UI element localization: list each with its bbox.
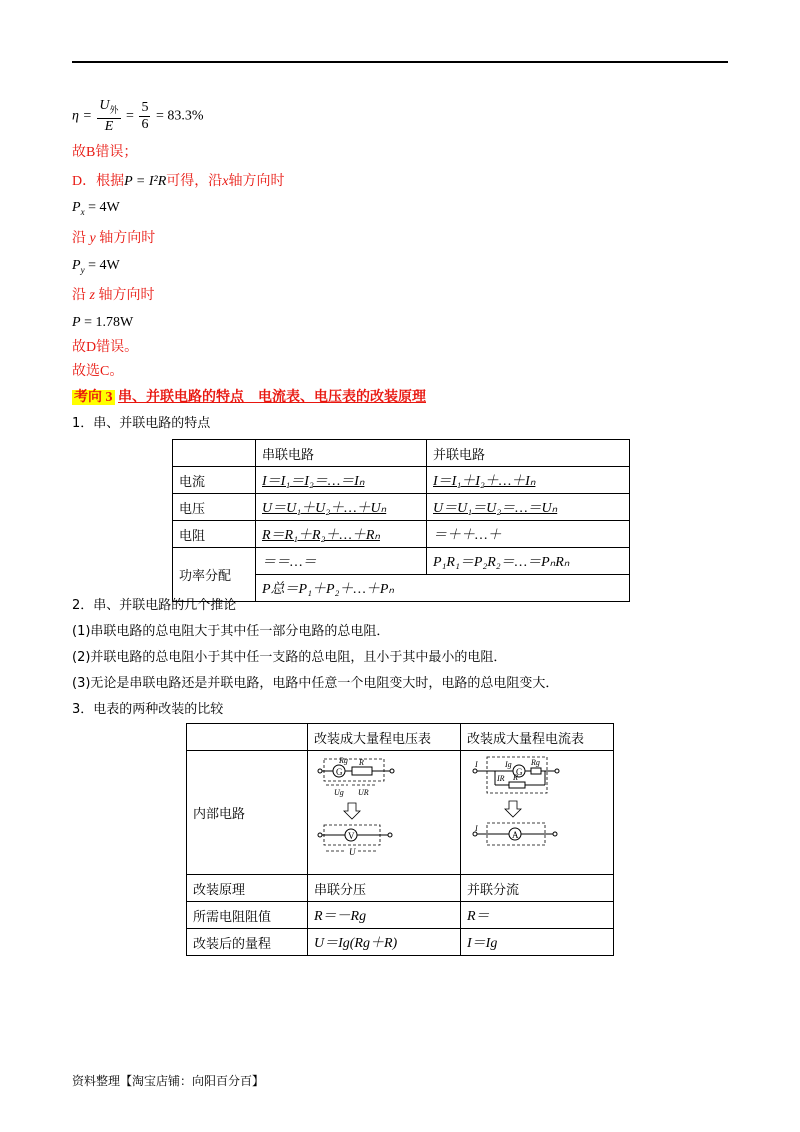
choose-text: 故选C。 (72, 364, 124, 379)
svg-text:U: U (349, 847, 356, 857)
section-tag: 考向 3 (74, 390, 113, 405)
py-value: $P_y = 4W$ (72, 258, 120, 275)
series-parallel-table (172, 439, 630, 602)
svg-text:I: I (475, 824, 478, 833)
svg-text:UR: UR (358, 788, 369, 797)
d-wrong-text: 故D错误。 (72, 340, 139, 355)
table1-cell: U＝U₁＋U₂＋…＋Uₙ (256, 494, 427, 521)
table2-row-label: 改装原理 (187, 875, 308, 902)
y-axis-text: 沿 y 轴方向时 (72, 231, 156, 246)
ammeter-label: A (512, 830, 519, 840)
efficiency-formula: η = $\frac{U_外}{E}$ = $\frac{5}{6}$ = 83.3% (72, 98, 204, 134)
table1-cell: I＝I₁＋I₂＋…＋Iₙ (427, 467, 630, 494)
table2-cell: 串联分压 (308, 875, 461, 902)
table1-row-label: 功率分配 (173, 548, 256, 602)
transform-arrow-icon (505, 801, 521, 817)
galvanometer-label: G (336, 767, 343, 777)
table2-header-empty (187, 724, 308, 751)
b-wrong-text: 故B错误； (72, 145, 138, 160)
table1-row-label: 电流 (173, 467, 256, 494)
meter-conversion-table (186, 723, 614, 956)
svg-text:G: G (516, 767, 523, 777)
table2-row-label: 所需电阻阻值 (187, 902, 308, 929)
table2-header-voltage: 改装成大量程电压表 (308, 724, 461, 751)
table1-cell: R＝R₁＋R₂＋…＋Rₙ (256, 521, 427, 548)
inference-3: (3)无论是串联电路还是并联电路，电路中任意一个电阻变大时，电路的总电阻变大． (72, 676, 559, 691)
svg-text:Rg: Rg (339, 756, 348, 765)
transform-arrow-icon (344, 803, 360, 819)
table1-header-series: 串联电路 (256, 440, 427, 467)
table2-circuit-label: 内部电路 (187, 751, 308, 875)
table1-cell: I＝I₁＝I₂＝…＝Iₙ (256, 467, 427, 494)
z-axis-text: 沿 z 轴方向时 (72, 288, 155, 303)
table1-row-label: 电压 (173, 494, 256, 521)
svg-text:Ig: Ig (505, 760, 512, 769)
inference-2: (2)并联电路的总电阻小于其中任一支路的总电阻，且小于其中最小的电阻． (72, 650, 507, 665)
subheading-2: 2．串、并联电路的几个推论 (72, 598, 237, 613)
d-statement: D．根据P = I²R可得，沿x轴方向时 (72, 174, 285, 189)
table1-cell: U＝U₁＝U₂＝…＝Uₙ (427, 494, 630, 521)
table2-cell: R＝－Rg (308, 902, 461, 929)
px-value: $P_x = 4W$ (72, 200, 120, 217)
table1-cell: P₁R₁＝P₂R₂＝…＝PₙRₙ (427, 548, 630, 575)
table1-header-parallel: 并联电路 (427, 440, 630, 467)
table1-header-empty (173, 440, 256, 467)
table2-row-label: 改装后的量程 (187, 929, 308, 956)
voltmeter-circuit-diagram (308, 751, 461, 875)
table1-cell: ＝＝…＝ (256, 548, 427, 575)
ammeter-circuit-diagram (461, 751, 614, 875)
p-total-value: P = 1.78W (72, 315, 134, 330)
table2-cell: U＝Ig(Rg＋R) (308, 929, 461, 956)
ammeter-circuit-svg (461, 751, 611, 869)
page-footer: 资料整理【淘宝店铺：向阳百分百】 (72, 1074, 265, 1088)
svg-text:Rg: Rg (531, 758, 540, 767)
svg-text:IR: IR (497, 774, 505, 783)
table1-cell-total: P总＝P₁＋P₂＋…＋Pₙ (256, 575, 630, 602)
voltmeter-circuit-svg (308, 751, 458, 869)
subheading-3: 3．电表的两种改装的比较 (72, 702, 224, 717)
inference-1: (1)串联电路的总电阻大于其中任一部分电路的总电阻． (72, 624, 390, 639)
svg-text:R: R (359, 758, 364, 767)
subheading-1: 1．串、并联电路的特点 (72, 416, 211, 431)
header-rule (72, 61, 728, 63)
table2-header-current: 改装成大量程电流表 (461, 724, 614, 751)
section-title: 串、并联电路的特点 电流表、电压表的改装原理 (118, 390, 426, 405)
table1-row-label: 电阻 (173, 521, 256, 548)
table2-cell: R＝ (461, 902, 614, 929)
table2-cell: 并联分流 (461, 875, 614, 902)
voltmeter-label: V (348, 831, 355, 841)
table1-cell: ＝＋＋…＋ (427, 521, 630, 548)
svg-text:R: R (513, 773, 518, 782)
svg-text:Ug: Ug (334, 788, 344, 797)
section-heading (72, 388, 426, 408)
table2-cell: I＝Ig (461, 929, 614, 956)
svg-text:I: I (475, 760, 478, 769)
